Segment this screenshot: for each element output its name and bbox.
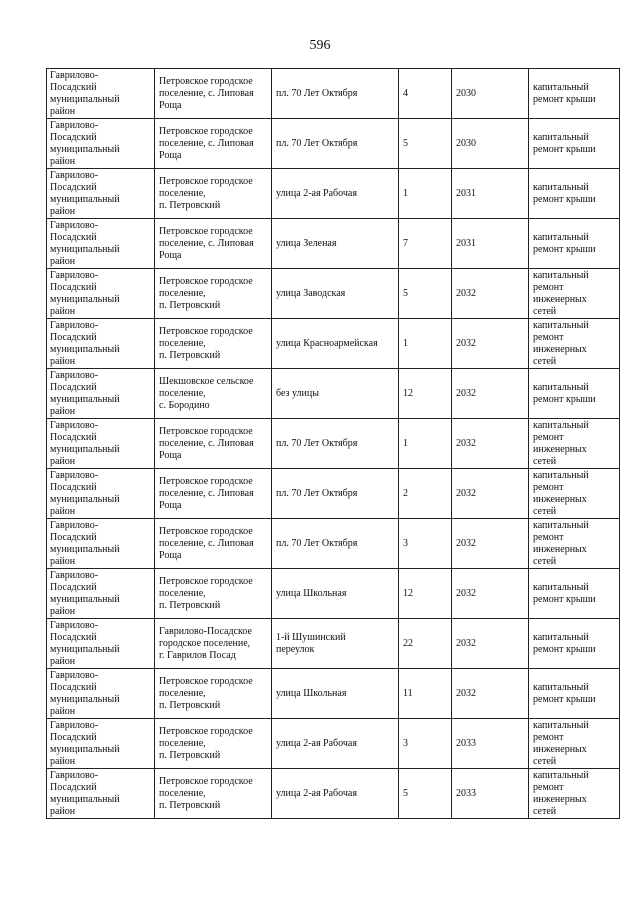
cell-work-type: капитальный ремонт инженерных сетей xyxy=(529,469,620,519)
cell-settlement: Петровское городское поселение, п. Петровский xyxy=(155,569,272,619)
cell-settlement: Гаврилово-Посадское городское поселение, г. Гаврилов Посад xyxy=(155,619,272,669)
page-number: 596 xyxy=(309,38,331,53)
table-row xyxy=(47,669,620,719)
cell-year: 2032 xyxy=(452,469,529,519)
table-row xyxy=(47,769,620,819)
registry-table-body xyxy=(47,69,620,819)
cell-street: пл. 70 Лет Октября xyxy=(272,519,399,569)
cell-district: Гаврилово- Посадский муниципальный район xyxy=(47,769,155,819)
cell-year: 2032 xyxy=(452,419,529,469)
table-row xyxy=(47,169,620,219)
cell-street: улица Зеленая xyxy=(272,219,399,269)
cell-year: 2031 xyxy=(452,169,529,219)
cell-street: пл. 70 Лет Октября xyxy=(272,119,399,169)
cell-year: 2032 xyxy=(452,619,529,669)
cell-settlement: Петровское городское поселение, п. Петровский xyxy=(155,169,272,219)
cell-year: 2032 xyxy=(452,569,529,619)
cell-district: Гаврилово- Посадский муниципальный район xyxy=(47,69,155,119)
cell-work-type: капитальный ремонт крыши xyxy=(529,169,620,219)
cell-settlement: Петровское городское поселение, п. Петровский xyxy=(155,719,272,769)
cell-settlement: Петровское городское поселение, с. Липовая Роща xyxy=(155,219,272,269)
cell-district: Гаврилово- Посадский муниципальный район xyxy=(47,319,155,369)
cell-settlement: Петровское городское поселение, п. Петровский xyxy=(155,269,272,319)
cell-work-type: капитальный ремонт инженерных сетей xyxy=(529,269,620,319)
cell-year: 2032 xyxy=(452,669,529,719)
cell-house-number: 3 xyxy=(399,719,452,769)
cell-year: 2031 xyxy=(452,219,529,269)
cell-year: 2032 xyxy=(452,519,529,569)
cell-settlement: Петровское городское поселение, п. Петровский xyxy=(155,319,272,369)
cell-district: Гаврилово- Посадский муниципальный район xyxy=(47,519,155,569)
table-row xyxy=(47,219,620,269)
cell-district: Гаврилово- Посадский муниципальный район xyxy=(47,169,155,219)
cell-house-number: 1 xyxy=(399,319,452,369)
cell-year: 2032 xyxy=(452,269,529,319)
cell-district: Гаврилово- Посадский муниципальный район xyxy=(47,369,155,419)
cell-street: улица Школьная xyxy=(272,669,399,719)
cell-house-number: 22 xyxy=(399,619,452,669)
cell-work-type: капитальный ремонт крыши xyxy=(529,369,620,419)
cell-street: без улицы xyxy=(272,369,399,419)
cell-house-number: 1 xyxy=(399,419,452,469)
cell-street: улица 2-ая Рабочая xyxy=(272,719,399,769)
cell-year: 2032 xyxy=(452,369,529,419)
cell-settlement: Петровское городское поселение, с. Липовая Роща xyxy=(155,469,272,519)
cell-year: 2033 xyxy=(452,769,529,819)
cell-street: улица 2-ая Рабочая xyxy=(272,769,399,819)
table-row xyxy=(47,619,620,669)
cell-district: Гаврилово- Посадский муниципальный район xyxy=(47,419,155,469)
cell-work-type: капитальный ремонт крыши xyxy=(529,119,620,169)
cell-street: улица Красноармейская xyxy=(272,319,399,369)
cell-work-type: капитальный ремонт инженерных сетей xyxy=(529,769,620,819)
cell-street: пл. 70 Лет Октября xyxy=(272,469,399,519)
cell-year: 2033 xyxy=(452,719,529,769)
cell-district: Гаврилово- Посадский муниципальный район xyxy=(47,569,155,619)
cell-district: Гаврилово- Посадский муниципальный район xyxy=(47,619,155,669)
registry-table xyxy=(46,68,620,819)
cell-street: улица Заводская xyxy=(272,269,399,319)
cell-settlement: Петровское городское поселение, с. Липовая Роща xyxy=(155,119,272,169)
cell-work-type: капитальный ремонт крыши xyxy=(529,569,620,619)
cell-house-number: 5 xyxy=(399,119,452,169)
cell-house-number: 11 xyxy=(399,669,452,719)
cell-year: 2032 xyxy=(452,319,529,369)
cell-settlement: Петровское городское поселение, п. Петровский xyxy=(155,769,272,819)
cell-district: Гаврилово- Посадский муниципальный район xyxy=(47,269,155,319)
table-row xyxy=(47,719,620,769)
table-row xyxy=(47,269,620,319)
table-row xyxy=(47,469,620,519)
table-row xyxy=(47,69,620,119)
table-row xyxy=(47,419,620,469)
cell-house-number: 5 xyxy=(399,769,452,819)
cell-house-number: 12 xyxy=(399,569,452,619)
table-row xyxy=(47,569,620,619)
cell-work-type: капитальный ремонт инженерных сетей xyxy=(529,319,620,369)
cell-settlement: Шекшовское сельское поселение, с. Бородино xyxy=(155,369,272,419)
cell-house-number: 3 xyxy=(399,519,452,569)
table-row xyxy=(47,369,620,419)
cell-district: Гаврилово- Посадский муниципальный район xyxy=(47,219,155,269)
table-row xyxy=(47,319,620,369)
cell-district: Гаврилово- Посадский муниципальный район xyxy=(47,469,155,519)
cell-work-type: капитальный ремонт крыши xyxy=(529,69,620,119)
cell-work-type: капитальный ремонт крыши xyxy=(529,619,620,669)
cell-year: 2030 xyxy=(452,119,529,169)
table-row xyxy=(47,119,620,169)
cell-street: пл. 70 Лет Октября xyxy=(272,419,399,469)
cell-house-number: 4 xyxy=(399,69,452,119)
cell-district: Гаврилово- Посадский муниципальный район xyxy=(47,719,155,769)
cell-street: улица 2-ая Рабочая xyxy=(272,169,399,219)
cell-district: Гаврилово- Посадский муниципальный район xyxy=(47,119,155,169)
cell-house-number: 2 xyxy=(399,469,452,519)
cell-work-type: капитальный ремонт крыши xyxy=(529,669,620,719)
cell-house-number: 1 xyxy=(399,169,452,219)
cell-work-type: капитальный ремонт крыши xyxy=(529,219,620,269)
cell-work-type: капитальный ремонт инженерных сетей xyxy=(529,519,620,569)
cell-house-number: 7 xyxy=(399,219,452,269)
cell-settlement: Петровское городское поселение, с. Липовая Роща xyxy=(155,69,272,119)
cell-settlement: Петровское городское поселение, п. Петровский xyxy=(155,669,272,719)
cell-house-number: 5 xyxy=(399,269,452,319)
cell-house-number: 12 xyxy=(399,369,452,419)
cell-work-type: капитальный ремонт инженерных сетей xyxy=(529,419,620,469)
cell-year: 2030 xyxy=(452,69,529,119)
cell-settlement: Петровское городское поселение, с. Липовая Роща xyxy=(155,419,272,469)
cell-street: пл. 70 Лет Октября xyxy=(272,69,399,119)
cell-settlement: Петровское городское поселение, с. Липовая Роща xyxy=(155,519,272,569)
cell-district: Гаврилово- Посадский муниципальный район xyxy=(47,669,155,719)
cell-street: улица Школьная xyxy=(272,569,399,619)
table-row xyxy=(47,519,620,569)
cell-work-type: капитальный ремонт инженерных сетей xyxy=(529,719,620,769)
cell-street: 1-й Шушинский переулок xyxy=(272,619,399,669)
